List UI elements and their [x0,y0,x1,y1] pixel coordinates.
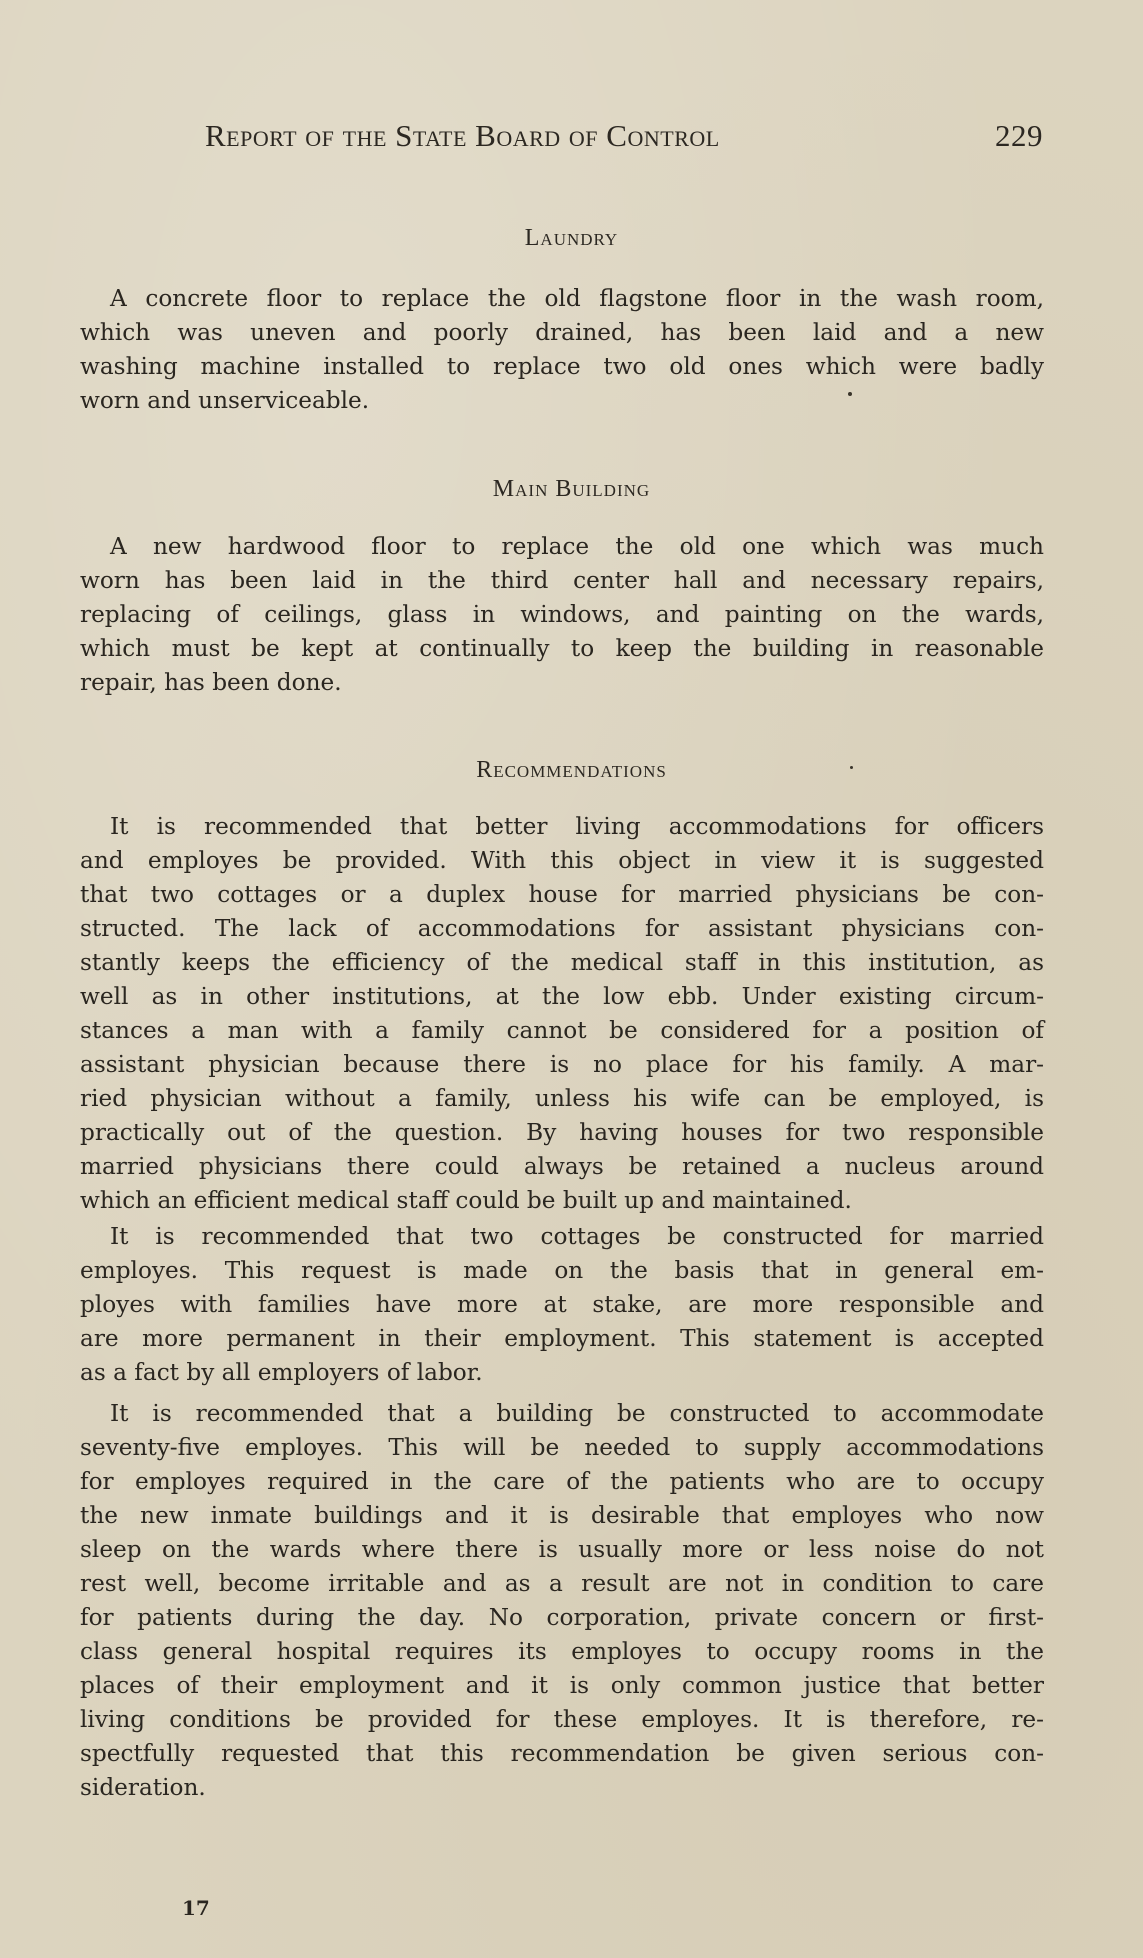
text-line: It is recommended that better living accommodations for officers [110,813,1044,840]
text-line: A new hardwood floor to replace the old one which was much [110,533,1044,560]
paper-speck [850,766,853,769]
paragraph-recommendations-2 [80,1220,1044,1390]
text-line: It is recommended that two cottages be constructed for married [110,1223,1044,1250]
running-head [205,118,1045,158]
text-line: repair, has been done. [80,669,342,696]
text-line: are more permanent in their employment. This statement is accepted [80,1325,1044,1352]
section-heading-main-building: Main Building [492,476,651,502]
text-line: It is recommended that a building be constructed to accommodate [110,1400,1044,1427]
text-line: sleep on the wards where there is usually more or less noise do not [80,1536,1044,1563]
text-line: assistant physician because there is no place for his family. A mar- [80,1051,1044,1078]
text-line: which was uneven and poorly drained, has been laid and a new [80,319,1044,346]
text-line: worn has been laid in the third center hall and necessary repairs, [80,567,1044,594]
text-line: well as in other institutions, at the low ebb. Under existing circum- [80,983,1044,1010]
signature-mark: 17 [182,1896,210,1920]
text-line: practically out of the question. By having houses for two responsible [80,1119,1044,1146]
page-number: 229 [995,118,1043,153]
text-line: class general hospital requires its employes to occupy rooms in the [80,1638,1044,1665]
section-heading-laundry: Laundry [524,225,619,251]
text-line: replacing of ceilings, glass in windows, and painting on the wards, [80,601,1044,628]
text-line: living conditions be provided for these employes. It is therefore, re- [80,1706,1044,1733]
text-line: that two cottages or a duplex house for married physicians be con- [80,881,1044,908]
text-line: the new inmate buildings and it is desirable that employes who now [80,1502,1044,1529]
text-line: stances a man with a family cannot be considered for a position of [80,1017,1044,1044]
paragraph-recommendations-1 [80,810,1044,1218]
running-title: Report of the State Board of Control [205,118,720,153]
text-line: ployes with families have more at stake, are more responsible and [80,1291,1044,1318]
paragraph-laundry [80,282,1044,418]
text-line: stantly keeps the efficiency of the medical staff in this institution, as [80,949,1044,976]
text-line: married physicians there could always be retained a nucleus around [80,1153,1044,1180]
text-line: as a fact by all employers of labor. [80,1359,483,1386]
paper-speck [848,392,852,396]
text-line: washing machine installed to replace two old ones which were badly [80,353,1044,380]
text-line: spectfully requested that this recommendation be given serious con- [80,1740,1044,1767]
text-line: for employes required in the care of the patients who are to occupy [80,1468,1044,1495]
text-line: employes. This request is made on the basis that in general em- [80,1257,1044,1284]
text-line: and employes be provided. With this object in view it is suggested [80,847,1044,874]
text-line: structed. The lack of accommodations for assistant physicians con- [80,915,1044,942]
text-line: for patients during the day. No corporation, private concern or first- [80,1604,1044,1631]
text-line: worn and unserviceable. [80,387,370,414]
text-line: places of their employment and it is only common justice that better [80,1672,1044,1699]
text-line: which an efficient medical staff could be built up and maintained. [80,1187,852,1214]
text-line: seventy-five employes. This will be needed to supply accommodations [80,1434,1044,1461]
text-line: A concrete floor to replace the old flagstone floor in the wash room, [110,285,1044,312]
paragraph-main-building [80,530,1044,700]
section-heading-recommendations: Recommendations [476,757,667,783]
text-line: ried physician without a family, unless his wife can be employed, is [80,1085,1044,1112]
text-line: which must be kept at continually to keep the building in reasonable [80,635,1044,662]
text-line: sideration. [80,1774,206,1801]
text-line: rest well, become irritable and as a result are not in condition to care [80,1570,1044,1597]
paragraph-recommendations-3 [80,1397,1044,1805]
